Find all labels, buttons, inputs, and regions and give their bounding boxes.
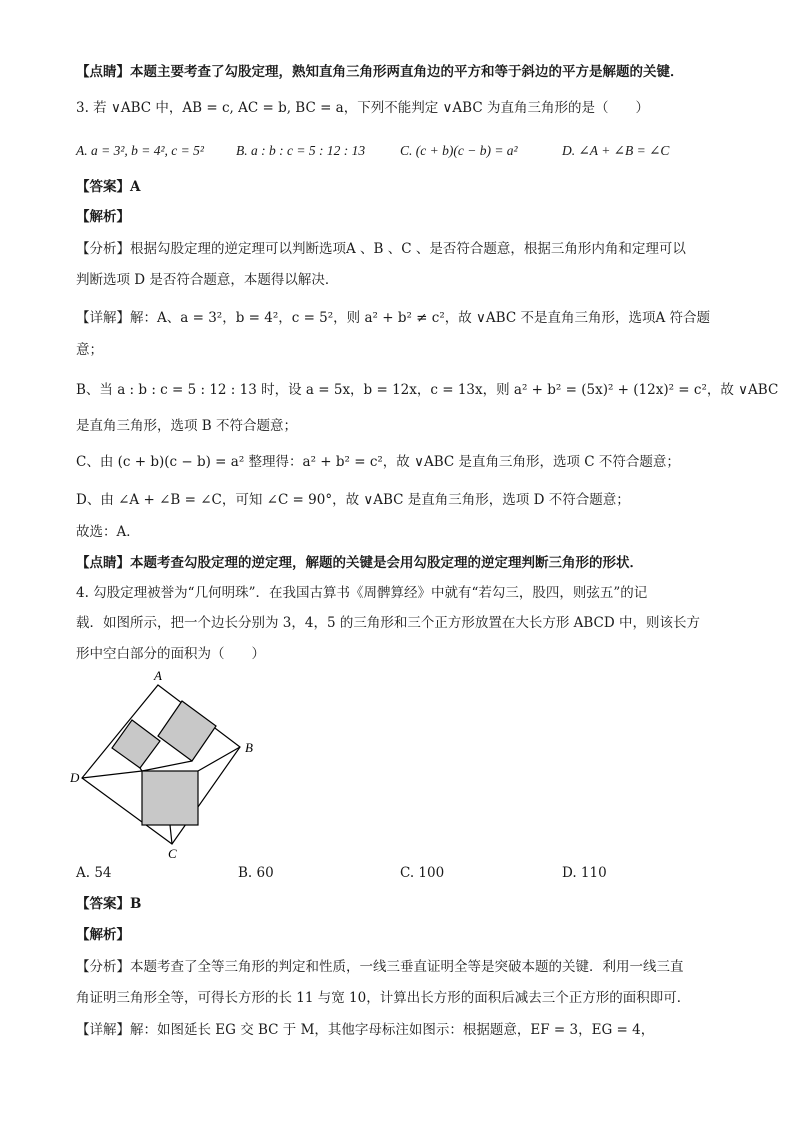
question-3-stem: 3. 若 ∨ABC 中，AB = c, AC = b, BC = a，下列不能判定 ∨ABC 为直角三角形的是（ ） [76,100,649,116]
divider-line-2 [82,771,142,778]
xiangjie-4-line-1: 【详解】解：如图延长 EG 交 BC 于 M，其他字母标注如图示：根据题意，EF = 3，EG = 4， [76,1022,655,1038]
xiangjie-3-line-5: C、由 (c + b)(c − b) = a² 整理得：a² + b² = c²，故 ∨ABC 是直角三角形，选项 C 不符合题意； [76,454,680,470]
question-4-options [76,863,736,883]
small-square [112,720,160,768]
question-3-options [76,141,736,161]
xiangjie-3-line-7: 故选：A． [76,524,140,540]
q3-option-b: B. a : b : c = 5 : 12 : 13 [236,143,366,158]
divider-line-1 [142,761,192,771]
xiangjie-3-line-3: B、当 a : b : c = 5 : 12 : 13 时，设 a = 5x，b = 12x，c = 13x，则 a² + b² = (5x)² + (12x)² = c²，故 ∨ABC [76,382,779,398]
dianjing-line: 【点睛】本题主要考查了勾股定理，熟知直角三角形两直角边的平方和等于斜边的平方是解题的关键． [76,64,684,80]
fenxi-4-line-1: 【分析】本题考查了全等三角形的判定和性质，一线三垂直证明全等是突破本题的关键．利用一线三直 [76,959,684,975]
xiangjie-3-line-2: 意； [76,342,103,358]
question-4-line-2: 载．如图所示，把一个边长分别为 3，4，5 的三角形和三个正方形放置在大长方形 ABCD 中，则该长方 [76,615,701,631]
label-b: B [245,740,253,755]
label-c: C [168,846,177,861]
xiangjie-3-line-1: 【详解】解：A、a = 3²，b = 4²，c = 5²，则 a² + b² ≠ c²，故 ∨ABC 不是直角三角形，选项A 符合题 [76,310,711,326]
dianjing-3: 【点睛】本题考查勾股定理的逆定理，解题的关键是会用勾股定理的逆定理判断三角形的形状． [76,555,643,571]
label-d: D [70,770,80,785]
medium-square [158,701,216,761]
divider-line-3 [198,747,240,771]
q4-option-c: C. 100 [400,865,445,881]
q4-option-a: A. 54 [76,865,112,881]
q4-option-b: B. 60 [238,865,274,881]
analysis-heading-4: 【解析】 [76,927,130,943]
large-square [142,771,198,825]
fenxi-3-line-1: 【分析】根据勾股定理的逆定理可以判断选项A 、B 、C 、是否符合题意，根据三角形内角和定理可以 [76,241,686,257]
xiangjie-3-line-4: 是直角三角形，选项 B 不符合题意； [76,418,298,434]
q3-option-c: C. (c + b)(c − b) = a² [400,143,518,158]
answer-4: 【答案】B [76,896,142,912]
analysis-heading-3: 【解析】 [76,209,130,225]
q4-option-d: D. 110 [562,865,607,881]
answer-3: 【答案】A [76,179,141,195]
fenxi-4-line-2: 角证明三角形全等，可得长方形的长 11 与宽 10，计算出长方形的面积后减去三个正方形的面积即可． [76,990,691,1006]
divider-line-4 [170,825,172,844]
fenxi-3-line-2: 判断选项 D 是否符合题意，本题得以解决． [76,272,339,288]
xiangjie-3-line-6: D、由 ∠A + ∠B = ∠C，可知 ∠C = 90°，故 ∨ABC 是直角三角形，选项 D 不符合题意； [76,492,630,508]
q3-option-d: D. ∠A + ∠B = ∠C [562,143,670,158]
label-a: A [154,668,162,683]
rectangle-squares-figure [70,668,270,863]
q3-option-a: A. a = 3², b = 4², c = 5² [76,143,204,158]
question-4-line-3: 形中空白部分的面积为（ ） [76,646,265,662]
figure-shapes [82,685,240,844]
question-4-line-1: 4. 勾股定理被誉为“几何明珠”．在我国古算书《周髀算经》中就有“若勾三，股四，则弦五”的记 [76,585,648,601]
